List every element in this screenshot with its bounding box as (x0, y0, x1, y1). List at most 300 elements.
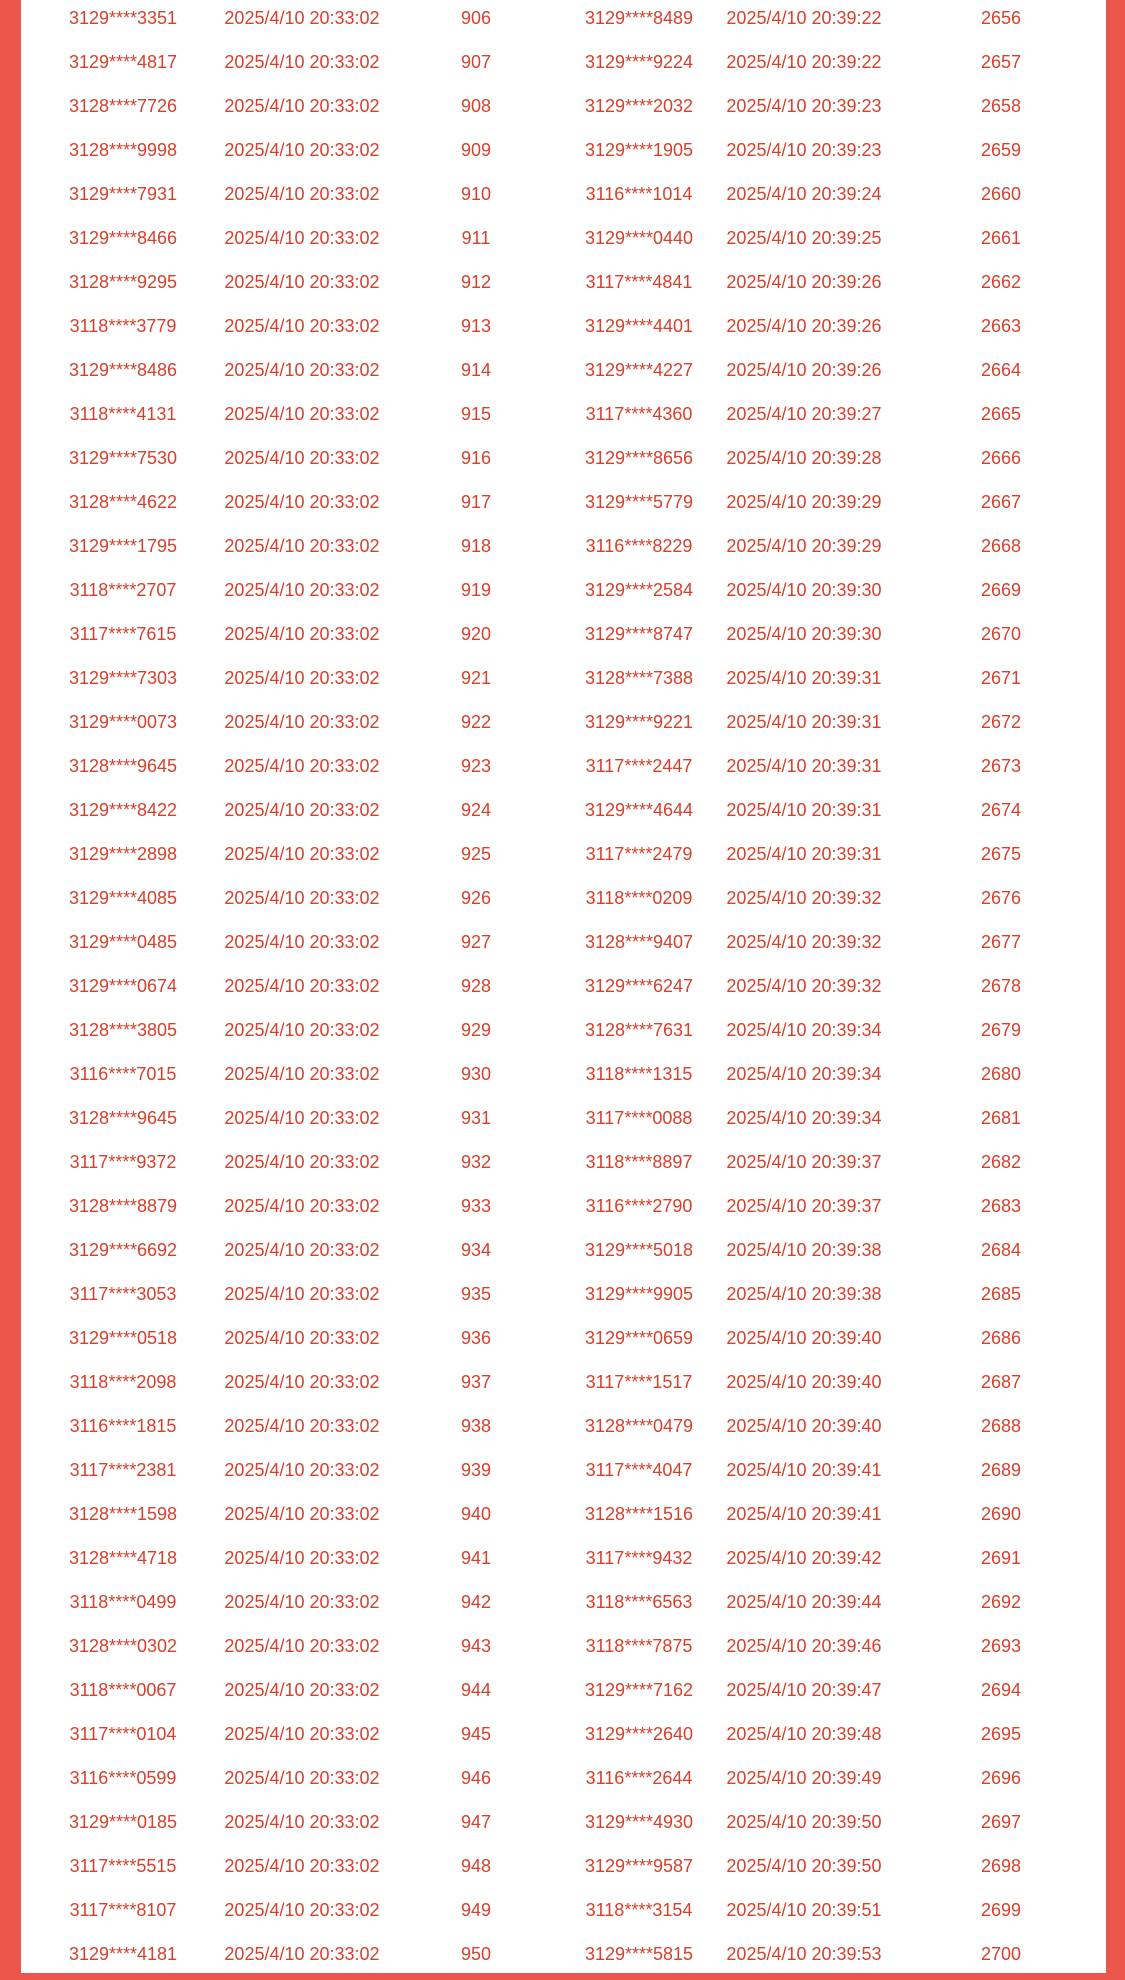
left-time: 2025/4/10 20:33:02 (224, 1812, 380, 1832)
left-time: 2025/4/10 20:33:02 (224, 976, 380, 996)
record-panel (21, 0, 1106, 1973)
right-number: 2659 (980, 140, 1022, 160)
left-time: 2025/4/10 20:33:02 (224, 1504, 380, 1524)
right-time: 2025/4/10 20:39:26 (726, 316, 882, 336)
right-number: 2689 (980, 1460, 1022, 1480)
record-row (21, 1096, 1106, 1140)
left-account: 3118****0499 (69, 1592, 177, 1612)
left-time: 2025/4/10 20:33:02 (224, 1152, 380, 1172)
left-account: 3128****9295 (68, 272, 178, 292)
left-number: 935 (460, 1284, 492, 1304)
right-account: 3129****4227 (584, 360, 694, 380)
right-time: 2025/4/10 20:39:41 (726, 1460, 882, 1480)
right-number: 2682 (980, 1152, 1022, 1172)
right-account: 3116****2790 (585, 1196, 693, 1216)
left-number: 945 (460, 1724, 492, 1744)
record-row (21, 524, 1106, 568)
left-account: 3118****2098 (69, 1372, 177, 1392)
right-number: 2695 (980, 1724, 1022, 1744)
left-number: 950 (460, 1944, 492, 1964)
left-time: 2025/4/10 20:33:02 (224, 1416, 380, 1436)
left-number: 927 (460, 932, 492, 952)
right-account: 3129****9905 (584, 1284, 694, 1304)
right-time: 2025/4/10 20:39:32 (726, 976, 882, 996)
left-number: 936 (460, 1328, 492, 1348)
left-number: 912 (460, 272, 492, 292)
right-number: 2663 (980, 316, 1022, 336)
left-account: 3129****0485 (68, 932, 178, 952)
record-row (21, 788, 1106, 832)
record-row (21, 1448, 1106, 1492)
left-account: 3129****4085 (68, 888, 178, 908)
right-number: 2656 (980, 8, 1022, 28)
right-account: 3128****9407 (584, 932, 694, 952)
left-account: 3129****7303 (68, 668, 178, 688)
right-time: 2025/4/10 20:39:40 (726, 1416, 882, 1436)
record-list (21, 0, 1106, 1973)
right-time: 2025/4/10 20:39:26 (726, 360, 882, 380)
left-account: 3116****1815 (69, 1416, 177, 1436)
record-row (21, 1008, 1106, 1052)
right-number: 2677 (980, 932, 1022, 952)
left-number: 925 (460, 844, 492, 864)
left-number: 907 (460, 52, 492, 72)
right-time: 2025/4/10 20:39:30 (726, 580, 882, 600)
record-row (21, 876, 1106, 920)
right-number: 2679 (980, 1020, 1022, 1040)
right-account: 3118****0209 (585, 888, 693, 908)
right-time: 2025/4/10 20:39:23 (726, 96, 882, 116)
right-number: 2699 (980, 1900, 1022, 1920)
left-time: 2025/4/10 20:33:02 (224, 1680, 380, 1700)
left-time: 2025/4/10 20:33:02 (224, 580, 380, 600)
right-account: 3117****2479 (585, 844, 693, 864)
record-row (21, 920, 1106, 964)
left-account: 3129****4181 (68, 1944, 178, 1964)
record-row (21, 612, 1106, 656)
left-number: 931 (460, 1108, 492, 1128)
record-row (21, 700, 1106, 744)
left-account: 3128****8879 (68, 1196, 178, 1216)
right-account: 3116****8229 (585, 536, 693, 556)
left-time: 2025/4/10 20:33:02 (224, 448, 380, 468)
record-row (21, 216, 1106, 260)
record-row (21, 1316, 1106, 1360)
left-time: 2025/4/10 20:33:02 (224, 1020, 380, 1040)
left-time: 2025/4/10 20:33:02 (224, 1548, 380, 1568)
record-row (21, 1184, 1106, 1228)
right-account: 3117****9432 (585, 1548, 693, 1568)
right-number: 2661 (980, 228, 1022, 248)
left-time: 2025/4/10 20:33:02 (224, 1328, 380, 1348)
right-account: 3129****5779 (584, 492, 694, 512)
right-number: 2676 (980, 888, 1022, 908)
right-account: 3117****1517 (585, 1372, 693, 1392)
record-row (21, 1844, 1106, 1888)
left-account: 3118****2707 (69, 580, 177, 600)
left-account: 3128****9645 (68, 1108, 178, 1128)
left-number: 922 (460, 712, 492, 732)
left-number: 944 (460, 1680, 492, 1700)
left-number: 929 (460, 1020, 492, 1040)
right-number: 2696 (980, 1768, 1022, 1788)
record-row (21, 1228, 1106, 1272)
record-row (21, 1756, 1106, 1800)
record-row (21, 436, 1106, 480)
left-number: 947 (460, 1812, 492, 1832)
right-time: 2025/4/10 20:39:41 (726, 1504, 882, 1524)
right-time: 2025/4/10 20:39:29 (726, 492, 882, 512)
left-account: 3129****8486 (68, 360, 178, 380)
left-time: 2025/4/10 20:33:02 (224, 140, 380, 160)
right-number: 2665 (980, 404, 1022, 424)
right-time: 2025/4/10 20:39:31 (726, 668, 882, 688)
left-time: 2025/4/10 20:33:02 (224, 1372, 380, 1392)
left-number: 910 (460, 184, 492, 204)
right-account: 3116****1014 (585, 184, 693, 204)
right-account: 3129****2032 (584, 96, 694, 116)
left-account: 3117****2381 (69, 1460, 177, 1480)
record-row (21, 1492, 1106, 1536)
right-account: 3129****6247 (584, 976, 694, 996)
right-time: 2025/4/10 20:39:44 (726, 1592, 882, 1612)
right-time: 2025/4/10 20:39:31 (726, 756, 882, 776)
right-account: 3118****3154 (585, 1900, 693, 1920)
left-number: 930 (460, 1064, 492, 1084)
left-time: 2025/4/10 20:33:02 (224, 8, 380, 28)
left-number: 932 (460, 1152, 492, 1172)
left-number: 908 (460, 96, 492, 116)
right-number: 2674 (980, 800, 1022, 820)
right-time: 2025/4/10 20:39:48 (726, 1724, 882, 1744)
right-time: 2025/4/10 20:39:51 (726, 1900, 882, 1920)
right-time: 2025/4/10 20:39:42 (726, 1548, 882, 1568)
left-account: 3128****1598 (68, 1504, 178, 1524)
right-account: 3118****8897 (585, 1152, 693, 1172)
left-number: 916 (460, 448, 492, 468)
right-number: 2672 (980, 712, 1022, 732)
right-number: 2658 (980, 96, 1022, 116)
right-account: 3128****1516 (584, 1504, 694, 1524)
record-row (21, 1624, 1106, 1668)
record-row (21, 964, 1106, 1008)
right-time: 2025/4/10 20:39:47 (726, 1680, 882, 1700)
record-row (21, 832, 1106, 876)
right-time: 2025/4/10 20:39:31 (726, 712, 882, 732)
right-account: 3129****5018 (584, 1240, 694, 1260)
right-account: 3117****4360 (585, 404, 693, 424)
right-time: 2025/4/10 20:39:23 (726, 140, 882, 160)
left-number: 917 (460, 492, 492, 512)
record-row (21, 1052, 1106, 1096)
left-number: 913 (460, 316, 492, 336)
right-account: 3117****4841 (585, 272, 693, 292)
left-time: 2025/4/10 20:33:02 (224, 360, 380, 380)
right-time: 2025/4/10 20:39:34 (726, 1020, 882, 1040)
right-account: 3129****9224 (584, 52, 694, 72)
right-time: 2025/4/10 20:39:40 (726, 1372, 882, 1392)
right-time: 2025/4/10 20:39:31 (726, 844, 882, 864)
right-time: 2025/4/10 20:39:29 (726, 536, 882, 556)
left-time: 2025/4/10 20:33:02 (224, 1460, 380, 1480)
right-number: 2683 (980, 1196, 1022, 1216)
left-time: 2025/4/10 20:33:02 (224, 536, 380, 556)
left-number: 923 (460, 756, 492, 776)
left-account: 3129****0185 (68, 1812, 178, 1832)
left-time: 2025/4/10 20:33:02 (224, 800, 380, 820)
left-account: 3118****0067 (69, 1680, 177, 1700)
left-time: 2025/4/10 20:33:02 (224, 1636, 380, 1656)
left-time: 2025/4/10 20:33:02 (224, 404, 380, 424)
right-account: 3129****9221 (584, 712, 694, 732)
left-account: 3128****4718 (68, 1548, 178, 1568)
right-number: 2668 (980, 536, 1022, 556)
record-row (21, 260, 1106, 304)
left-account: 3129****7931 (68, 184, 178, 204)
left-number: 926 (460, 888, 492, 908)
right-time: 2025/4/10 20:39:53 (726, 1944, 882, 1964)
right-number: 2692 (980, 1592, 1022, 1612)
left-account: 3129****7530 (68, 448, 178, 468)
record-row (21, 1800, 1106, 1844)
right-account: 3128****7631 (584, 1020, 694, 1040)
left-time: 2025/4/10 20:33:02 (224, 844, 380, 864)
left-time: 2025/4/10 20:33:02 (224, 668, 380, 688)
left-number: 924 (460, 800, 492, 820)
record-row (21, 1888, 1106, 1932)
left-time: 2025/4/10 20:33:02 (224, 1108, 380, 1128)
right-number: 2694 (980, 1680, 1022, 1700)
right-time: 2025/4/10 20:39:24 (726, 184, 882, 204)
right-time: 2025/4/10 20:39:22 (726, 52, 882, 72)
right-account: 3128****7388 (584, 668, 694, 688)
record-row (21, 1580, 1106, 1624)
right-time: 2025/4/10 20:39:30 (726, 624, 882, 644)
record-row (21, 1536, 1106, 1580)
left-account: 3128****3805 (68, 1020, 178, 1040)
right-account: 3128****0479 (584, 1416, 694, 1436)
right-time: 2025/4/10 20:39:22 (726, 8, 882, 28)
left-time: 2025/4/10 20:33:02 (224, 184, 380, 204)
left-time: 2025/4/10 20:33:02 (224, 1724, 380, 1744)
left-time: 2025/4/10 20:33:02 (224, 624, 380, 644)
left-number: 918 (460, 536, 492, 556)
right-account: 3129****5815 (584, 1944, 694, 1964)
right-account: 3129****4930 (584, 1812, 694, 1832)
left-number: 941 (460, 1548, 492, 1568)
right-time: 2025/4/10 20:39:37 (726, 1152, 882, 1172)
left-time: 2025/4/10 20:33:02 (224, 492, 380, 512)
left-account: 3129****4817 (68, 52, 178, 72)
left-account: 3128****4622 (68, 492, 178, 512)
left-time: 2025/4/10 20:33:02 (224, 1592, 380, 1612)
right-time: 2025/4/10 20:39:25 (726, 228, 882, 248)
left-account: 3128****9645 (68, 756, 178, 776)
record-row (21, 744, 1106, 788)
right-number: 2671 (980, 668, 1022, 688)
right-number: 2693 (980, 1636, 1022, 1656)
left-number: 949 (460, 1900, 492, 1920)
left-number: 948 (460, 1856, 492, 1876)
left-account: 3116****7015 (69, 1064, 177, 1084)
left-number: 921 (460, 668, 492, 688)
right-time: 2025/4/10 20:39:38 (726, 1284, 882, 1304)
right-account: 3129****7162 (584, 1680, 694, 1700)
left-number: 911 (461, 228, 491, 248)
left-account: 3118****4131 (69, 404, 177, 424)
right-number: 2697 (980, 1812, 1022, 1832)
record-row (21, 128, 1106, 172)
left-number: 909 (460, 140, 492, 160)
left-number: 946 (460, 1768, 492, 1788)
right-number: 2673 (980, 756, 1022, 776)
record-row (21, 304, 1106, 348)
left-number: 942 (460, 1592, 492, 1612)
left-time: 2025/4/10 20:33:02 (224, 756, 380, 776)
left-number: 940 (460, 1504, 492, 1524)
right-time: 2025/4/10 20:39:28 (726, 448, 882, 468)
left-account: 3117****7615 (69, 624, 177, 644)
right-account: 3129****0440 (584, 228, 694, 248)
right-account: 3129****4644 (584, 800, 694, 820)
left-account: 3129****2898 (68, 844, 178, 864)
left-time: 2025/4/10 20:33:02 (224, 272, 380, 292)
right-account: 3117****2447 (585, 756, 693, 776)
record-row (21, 84, 1106, 128)
right-number: 2666 (980, 448, 1022, 468)
left-account: 3117****9372 (69, 1152, 177, 1172)
left-account: 3129****8422 (68, 800, 178, 820)
left-time: 2025/4/10 20:33:02 (224, 1196, 380, 1216)
record-row (21, 656, 1106, 700)
record-row (21, 348, 1106, 392)
right-number: 2688 (980, 1416, 1022, 1436)
record-row (21, 1140, 1106, 1184)
right-number: 2681 (980, 1108, 1022, 1128)
right-account: 3129****8747 (584, 624, 694, 644)
right-account: 3118****1315 (585, 1064, 693, 1084)
left-number: 943 (460, 1636, 492, 1656)
left-number: 938 (460, 1416, 492, 1436)
right-account: 3117****4047 (585, 1460, 693, 1480)
left-account: 3129****0518 (68, 1328, 178, 1348)
left-time: 2025/4/10 20:33:02 (224, 1768, 380, 1788)
left-account: 3128****9998 (68, 140, 178, 160)
left-time: 2025/4/10 20:33:02 (224, 1284, 380, 1304)
right-number: 2662 (980, 272, 1022, 292)
left-number: 914 (460, 360, 492, 380)
record-row (21, 1404, 1106, 1448)
right-time: 2025/4/10 20:39:46 (726, 1636, 882, 1656)
right-number: 2690 (980, 1504, 1022, 1524)
right-account: 3129****4401 (584, 316, 694, 336)
left-account: 3118****3779 (69, 316, 177, 336)
record-row (21, 480, 1106, 524)
right-number: 2675 (980, 844, 1022, 864)
right-number: 2670 (980, 624, 1022, 644)
left-account: 3129****6692 (68, 1240, 178, 1260)
left-time: 2025/4/10 20:33:02 (224, 712, 380, 732)
right-number: 2698 (980, 1856, 1022, 1876)
left-time: 2025/4/10 20:33:02 (224, 228, 380, 248)
right-time: 2025/4/10 20:39:32 (726, 932, 882, 952)
left-number: 920 (460, 624, 492, 644)
left-time: 2025/4/10 20:33:02 (224, 932, 380, 952)
right-time: 2025/4/10 20:39:34 (726, 1064, 882, 1084)
left-time: 2025/4/10 20:33:02 (224, 1944, 380, 1964)
left-number: 933 (460, 1196, 492, 1216)
record-row (21, 1272, 1106, 1316)
right-time: 2025/4/10 20:39:49 (726, 1768, 882, 1788)
left-time: 2025/4/10 20:33:02 (224, 96, 380, 116)
left-account: 3129****0674 (68, 976, 178, 996)
left-number: 939 (460, 1460, 492, 1480)
right-number: 2686 (980, 1328, 1022, 1348)
record-row (21, 392, 1106, 436)
right-account: 3129****1905 (584, 140, 694, 160)
right-account: 3118****6563 (585, 1592, 693, 1612)
left-account: 3129****3351 (68, 8, 178, 28)
right-account: 3129****9587 (584, 1856, 694, 1876)
right-account: 3129****8656 (584, 448, 694, 468)
left-account: 3128****7726 (68, 96, 178, 116)
right-time: 2025/4/10 20:39:40 (726, 1328, 882, 1348)
right-number: 2660 (980, 184, 1022, 204)
right-time: 2025/4/10 20:39:34 (726, 1108, 882, 1128)
right-number: 2657 (980, 52, 1022, 72)
left-account: 3117****8107 (69, 1900, 177, 1920)
left-account: 3117****5515 (69, 1856, 177, 1876)
left-account: 3129****0073 (68, 712, 178, 732)
record-row (21, 1712, 1106, 1756)
left-number: 934 (460, 1240, 492, 1260)
right-account: 3129****8489 (584, 8, 694, 28)
right-account: 3117****0088 (585, 1108, 693, 1128)
record-row (21, 1360, 1106, 1404)
record-row (21, 0, 1106, 40)
right-time: 2025/4/10 20:39:38 (726, 1240, 882, 1260)
right-account: 3129****0659 (584, 1328, 694, 1348)
left-time: 2025/4/10 20:33:02 (224, 1064, 380, 1084)
left-number: 915 (460, 404, 492, 424)
record-row (21, 1932, 1106, 1973)
left-account: 3116****0599 (69, 1768, 177, 1788)
right-account: 3129****2584 (584, 580, 694, 600)
left-time: 2025/4/10 20:33:02 (224, 1240, 380, 1260)
left-number: 928 (460, 976, 492, 996)
left-number: 937 (460, 1372, 492, 1392)
left-time: 2025/4/10 20:33:02 (224, 1900, 380, 1920)
left-number: 906 (460, 8, 492, 28)
left-account: 3129****1795 (68, 536, 178, 556)
left-account: 3117****3053 (69, 1284, 177, 1304)
right-time: 2025/4/10 20:39:32 (726, 888, 882, 908)
right-time: 2025/4/10 20:39:27 (726, 404, 882, 424)
left-time: 2025/4/10 20:33:02 (224, 52, 380, 72)
left-time: 2025/4/10 20:33:02 (224, 1856, 380, 1876)
right-number: 2669 (980, 580, 1022, 600)
right-number: 2667 (980, 492, 1022, 512)
right-number: 2684 (980, 1240, 1022, 1260)
left-time: 2025/4/10 20:33:02 (224, 316, 380, 336)
right-time: 2025/4/10 20:39:37 (726, 1196, 882, 1216)
right-number: 2678 (980, 976, 1022, 996)
right-number: 2680 (980, 1064, 1022, 1084)
right-number: 2687 (980, 1372, 1022, 1392)
right-number: 2685 (980, 1284, 1022, 1304)
left-number: 919 (460, 580, 492, 600)
right-number: 2664 (980, 360, 1022, 380)
